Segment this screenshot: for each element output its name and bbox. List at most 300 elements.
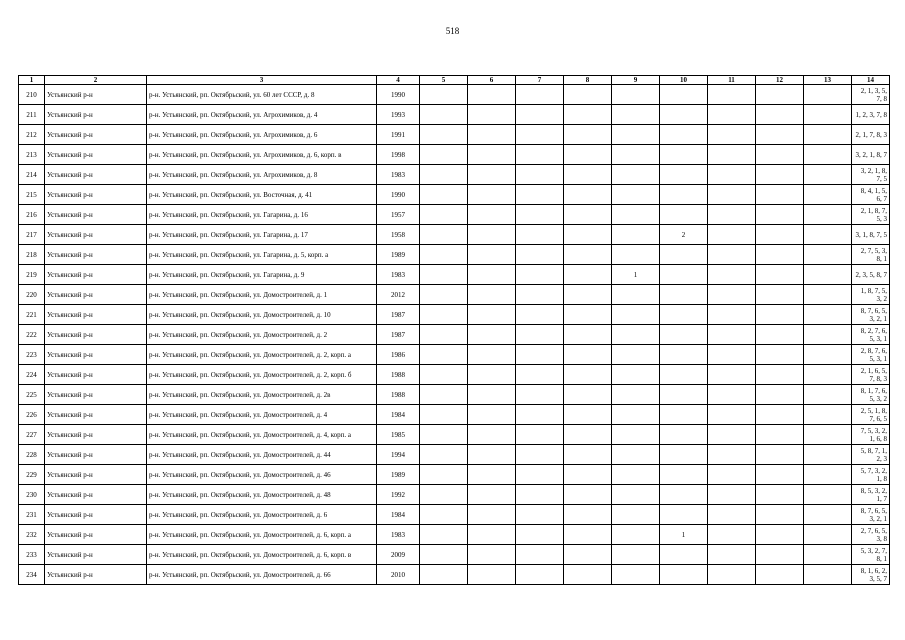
- empty-cell: [564, 165, 612, 185]
- empty-cell: [420, 565, 468, 585]
- row-number-cell: 222: [19, 325, 45, 345]
- empty-cell: [468, 205, 516, 225]
- empty-cell: [564, 565, 612, 585]
- district-cell: Устьянский р-н: [45, 125, 147, 145]
- address-cell: р-н. Устьянский, рп. Октябрьский, ул. Домостроителей, д. 6, корп. а: [147, 525, 377, 545]
- empty-cell: [468, 305, 516, 325]
- col14-cell: 3, 1, 8, 7, 5: [852, 225, 890, 245]
- col10-cell: 2: [660, 225, 708, 245]
- address-cell: р-н. Устьянский, рп. Октябрьский, ул. Домостроителей, д. 48: [147, 485, 377, 505]
- empty-cell: [756, 425, 804, 445]
- empty-cell: [804, 225, 852, 245]
- empty-cell: [516, 205, 564, 225]
- empty-cell: [756, 565, 804, 585]
- column-header: 10: [660, 76, 708, 85]
- column-header: 6: [468, 76, 516, 85]
- district-cell: Устьянский р-н: [45, 525, 147, 545]
- col9-cell: [612, 405, 660, 425]
- empty-cell: [420, 545, 468, 565]
- row-number-cell: 216: [19, 205, 45, 225]
- empty-cell: [564, 325, 612, 345]
- district-cell: Устьянский р-н: [45, 145, 147, 165]
- empty-cell: [420, 185, 468, 205]
- empty-cell: [516, 325, 564, 345]
- empty-cell: [468, 545, 516, 565]
- empty-cell: [468, 485, 516, 505]
- address-cell: р-н. Устьянский, рп. Октябрьский, ул. Агрохимиков, д. 6, корп. в: [147, 145, 377, 165]
- col10-cell: [660, 305, 708, 325]
- empty-cell: [468, 145, 516, 165]
- col10-cell: [660, 385, 708, 405]
- col14-cell: 2, 1, 6, 5, 7, 8, 3: [852, 365, 890, 385]
- year-cell: 2009: [377, 545, 420, 565]
- empty-cell: [564, 125, 612, 145]
- empty-cell: [468, 405, 516, 425]
- empty-cell: [756, 285, 804, 305]
- empty-cell: [468, 565, 516, 585]
- table-row: [19, 205, 890, 225]
- col10-cell: [660, 325, 708, 345]
- empty-cell: [564, 145, 612, 165]
- empty-cell: [708, 185, 756, 205]
- empty-cell: [708, 405, 756, 425]
- table-row: [19, 325, 890, 345]
- col14-cell: 5, 8, 7, 1, 2, 3: [852, 445, 890, 465]
- empty-cell: [804, 505, 852, 525]
- empty-cell: [708, 525, 756, 545]
- empty-cell: [564, 285, 612, 305]
- empty-cell: [708, 145, 756, 165]
- empty-cell: [564, 305, 612, 325]
- empty-cell: [564, 465, 612, 485]
- col9-cell: [612, 305, 660, 325]
- table-row: [19, 125, 890, 145]
- empty-cell: [756, 245, 804, 265]
- header-row: [19, 76, 890, 85]
- empty-cell: [468, 505, 516, 525]
- col9-cell: [612, 225, 660, 245]
- empty-cell: [420, 445, 468, 465]
- empty-cell: [468, 105, 516, 125]
- year-cell: 1986: [377, 345, 420, 365]
- col9-cell: [612, 565, 660, 585]
- empty-cell: [756, 525, 804, 545]
- year-cell: 1998: [377, 145, 420, 165]
- address-cell: р-н. Устьянский, рп. Октябрьский, ул. Домостроителей, д. 2: [147, 325, 377, 345]
- row-number-cell: 225: [19, 385, 45, 405]
- address-cell: р-н. Устьянский, рп. Октябрьский, ул. Домостроителей, д. 2, корп. б: [147, 365, 377, 385]
- empty-cell: [468, 325, 516, 345]
- empty-cell: [804, 465, 852, 485]
- col9-cell: [612, 185, 660, 205]
- table-row: [19, 405, 890, 425]
- empty-cell: [420, 425, 468, 445]
- col9-cell: [612, 205, 660, 225]
- empty-cell: [516, 245, 564, 265]
- empty-cell: [708, 125, 756, 145]
- empty-cell: [420, 505, 468, 525]
- address-cell: р-н. Устьянский, рп. Октябрьский, ул. Гагарина, д. 17: [147, 225, 377, 245]
- empty-cell: [420, 325, 468, 345]
- empty-cell: [516, 145, 564, 165]
- empty-cell: [516, 305, 564, 325]
- empty-cell: [564, 425, 612, 445]
- empty-cell: [564, 85, 612, 105]
- col14-cell: 2, 1, 8, 7, 5, 3: [852, 205, 890, 225]
- district-cell: Устьянский р-н: [45, 325, 147, 345]
- empty-cell: [420, 345, 468, 365]
- district-cell: Устьянский р-н: [45, 205, 147, 225]
- empty-cell: [564, 405, 612, 425]
- address-cell: р-н. Устьянский, рп. Октябрьский, ул. Домостроителей, д. 44: [147, 445, 377, 465]
- empty-cell: [516, 165, 564, 185]
- table-row: [19, 385, 890, 405]
- empty-cell: [756, 185, 804, 205]
- table-row: [19, 365, 890, 385]
- empty-cell: [468, 525, 516, 545]
- year-cell: 1988: [377, 385, 420, 405]
- empty-cell: [708, 345, 756, 365]
- empty-cell: [708, 165, 756, 185]
- col9-cell: 1: [612, 265, 660, 285]
- empty-cell: [804, 105, 852, 125]
- row-number-cell: 232: [19, 525, 45, 545]
- col14-cell: 5, 3, 2, 7, 8, 1: [852, 545, 890, 565]
- row-number-cell: 214: [19, 165, 45, 185]
- district-cell: Устьянский р-н: [45, 385, 147, 405]
- empty-cell: [708, 465, 756, 485]
- col9-cell: [612, 505, 660, 525]
- col14-cell: 2, 5, 1, 8, 7, 6, 5: [852, 405, 890, 425]
- empty-cell: [756, 85, 804, 105]
- col14-cell: 3, 2, 1, 8, 7, 5: [852, 165, 890, 185]
- empty-cell: [468, 165, 516, 185]
- year-cell: 1989: [377, 245, 420, 265]
- address-cell: р-н. Устьянский, рп. Октябрьский, ул. Домостроителей, д. 46: [147, 465, 377, 485]
- empty-cell: [564, 185, 612, 205]
- year-cell: 1987: [377, 305, 420, 325]
- address-cell: р-н. Устьянский, рп. Октябрьский, ул. Агрохимиков, д. 6: [147, 125, 377, 145]
- district-cell: Устьянский р-н: [45, 465, 147, 485]
- year-cell: 1984: [377, 505, 420, 525]
- row-number-cell: 221: [19, 305, 45, 325]
- col14-cell: 1, 8, 7, 5, 3, 2: [852, 285, 890, 305]
- row-number-cell: 229: [19, 465, 45, 485]
- column-header: 13: [804, 76, 852, 85]
- col14-cell: 1, 2, 3, 7, 8: [852, 105, 890, 125]
- year-cell: 1985: [377, 425, 420, 445]
- district-cell: Устьянский р-н: [45, 565, 147, 585]
- empty-cell: [420, 365, 468, 385]
- district-cell: Устьянский р-н: [45, 105, 147, 125]
- row-number-cell: 220: [19, 285, 45, 305]
- empty-cell: [804, 565, 852, 585]
- empty-cell: [468, 465, 516, 485]
- col10-cell: [660, 405, 708, 425]
- year-cell: 1984: [377, 405, 420, 425]
- address-cell: р-н. Устьянский, рп. Октябрьский, ул. Восточная, д. 41: [147, 185, 377, 205]
- col14-cell: 8, 7, 6, 5, 3, 2, 1: [852, 305, 890, 325]
- empty-cell: [756, 305, 804, 325]
- empty-cell: [756, 365, 804, 385]
- empty-cell: [516, 385, 564, 405]
- empty-cell: [756, 145, 804, 165]
- empty-cell: [804, 245, 852, 265]
- col9-cell: [612, 365, 660, 385]
- address-cell: р-н. Устьянский, рп. Октябрьский, ул. Агрохимиков, д. 8: [147, 165, 377, 185]
- empty-cell: [420, 465, 468, 485]
- row-number-cell: 234: [19, 565, 45, 585]
- col9-cell: [612, 125, 660, 145]
- column-header: 1: [19, 76, 45, 85]
- empty-cell: [756, 445, 804, 465]
- empty-cell: [756, 105, 804, 125]
- empty-cell: [804, 385, 852, 405]
- empty-cell: [708, 545, 756, 565]
- district-cell: Устьянский р-н: [45, 225, 147, 245]
- col9-cell: [612, 105, 660, 125]
- empty-cell: [516, 465, 564, 485]
- empty-cell: [804, 545, 852, 565]
- row-number-cell: 230: [19, 485, 45, 505]
- district-cell: Устьянский р-н: [45, 485, 147, 505]
- empty-cell: [420, 245, 468, 265]
- row-number-cell: 210: [19, 85, 45, 105]
- empty-cell: [708, 205, 756, 225]
- district-cell: Устьянский р-н: [45, 305, 147, 325]
- empty-cell: [516, 225, 564, 245]
- empty-cell: [468, 345, 516, 365]
- table-row: [19, 265, 890, 285]
- empty-cell: [420, 165, 468, 185]
- col10-cell: [660, 85, 708, 105]
- empty-cell: [756, 545, 804, 565]
- empty-cell: [804, 365, 852, 385]
- row-number-cell: 219: [19, 265, 45, 285]
- table-row: [19, 145, 890, 165]
- empty-cell: [708, 105, 756, 125]
- empty-cell: [564, 245, 612, 265]
- address-cell: р-н. Устьянский, рп. Октябрьский, ул. 60 лет СССР, д. 8: [147, 85, 377, 105]
- empty-cell: [756, 465, 804, 485]
- year-cell: 1983: [377, 165, 420, 185]
- empty-cell: [756, 385, 804, 405]
- empty-cell: [468, 365, 516, 385]
- empty-cell: [420, 405, 468, 425]
- empty-cell: [516, 405, 564, 425]
- empty-cell: [708, 565, 756, 585]
- district-cell: Устьянский р-н: [45, 245, 147, 265]
- empty-cell: [804, 285, 852, 305]
- district-cell: Устьянский р-н: [45, 425, 147, 445]
- empty-cell: [564, 505, 612, 525]
- empty-cell: [804, 325, 852, 345]
- year-cell: 1983: [377, 265, 420, 285]
- empty-cell: [420, 205, 468, 225]
- col14-cell: 8, 4, 1, 5, 6, 7: [852, 185, 890, 205]
- address-cell: р-н. Устьянский, рп. Октябрьский, ул. Гагарина, д. 5, корп. а: [147, 245, 377, 265]
- empty-cell: [804, 345, 852, 365]
- empty-cell: [708, 365, 756, 385]
- address-cell: р-н. Устьянский, рп. Октябрьский, ул. Домостроителей, д. 2, корп. а: [147, 345, 377, 365]
- empty-cell: [804, 85, 852, 105]
- column-header: 7: [516, 76, 564, 85]
- col14-cell: 2, 3, 5, 8, 7: [852, 265, 890, 285]
- district-cell: Устьянский р-н: [45, 545, 147, 565]
- empty-cell: [708, 85, 756, 105]
- row-number-cell: 212: [19, 125, 45, 145]
- empty-cell: [516, 265, 564, 285]
- address-cell: р-н. Устьянский, рп. Октябрьский, ул. Домостроителей, д. 4, корп. а: [147, 425, 377, 445]
- empty-cell: [468, 125, 516, 145]
- address-cell: р-н. Устьянский, рп. Октябрьский, ул. Гагарина, д. 9: [147, 265, 377, 285]
- district-cell: Устьянский р-н: [45, 445, 147, 465]
- empty-cell: [804, 165, 852, 185]
- empty-cell: [516, 565, 564, 585]
- empty-cell: [708, 305, 756, 325]
- col9-cell: [612, 285, 660, 305]
- empty-cell: [420, 225, 468, 245]
- empty-cell: [756, 205, 804, 225]
- col10-cell: [660, 245, 708, 265]
- year-cell: 1991: [377, 125, 420, 145]
- district-cell: Устьянский р-н: [45, 265, 147, 285]
- empty-cell: [804, 485, 852, 505]
- column-header: 2: [45, 76, 147, 85]
- year-cell: 1990: [377, 85, 420, 105]
- year-cell: 2010: [377, 565, 420, 585]
- empty-cell: [468, 245, 516, 265]
- page-number: 518: [445, 26, 460, 36]
- table-row: [19, 185, 890, 205]
- empty-cell: [708, 285, 756, 305]
- row-number-cell: 218: [19, 245, 45, 265]
- year-cell: 1994: [377, 445, 420, 465]
- col14-cell: 8, 1, 6, 2, 3, 5, 7: [852, 565, 890, 585]
- year-cell: 1990: [377, 185, 420, 205]
- empty-cell: [756, 325, 804, 345]
- col10-cell: [660, 145, 708, 165]
- empty-cell: [708, 225, 756, 245]
- empty-cell: [804, 185, 852, 205]
- address-cell: р-н. Устьянский, рп. Октябрьский, ул. Домостроителей, д. 6: [147, 505, 377, 525]
- year-cell: 2012: [377, 285, 420, 305]
- address-cell: р-н. Устьянский, рп. Октябрьский, ул. Домостроителей, д. 10: [147, 305, 377, 325]
- col9-cell: [612, 485, 660, 505]
- empty-cell: [804, 145, 852, 165]
- col14-cell: 8, 7, 6, 5, 3, 2, 1: [852, 505, 890, 525]
- col10-cell: 1: [660, 525, 708, 545]
- empty-cell: [708, 445, 756, 465]
- row-number-cell: 233: [19, 545, 45, 565]
- col10-cell: [660, 465, 708, 485]
- row-number-cell: 226: [19, 405, 45, 425]
- empty-cell: [468, 445, 516, 465]
- col14-cell: 8, 1, 7, 6, 5, 3, 2: [852, 385, 890, 405]
- empty-cell: [516, 105, 564, 125]
- col10-cell: [660, 425, 708, 445]
- empty-cell: [516, 345, 564, 365]
- empty-cell: [564, 445, 612, 465]
- empty-cell: [804, 445, 852, 465]
- col10-cell: [660, 505, 708, 525]
- empty-cell: [468, 225, 516, 245]
- col10-cell: [660, 285, 708, 305]
- empty-cell: [708, 245, 756, 265]
- district-cell: Устьянский р-н: [45, 405, 147, 425]
- col10-cell: [660, 165, 708, 185]
- empty-cell: [756, 485, 804, 505]
- row-number-cell: 228: [19, 445, 45, 465]
- year-cell: 1992: [377, 485, 420, 505]
- col9-cell: [612, 165, 660, 185]
- col14-cell: 2, 1, 7, 8, 3: [852, 125, 890, 145]
- empty-cell: [516, 125, 564, 145]
- district-cell: Устьянский р-н: [45, 85, 147, 105]
- column-header: 14: [852, 76, 890, 85]
- empty-cell: [564, 265, 612, 285]
- empty-cell: [756, 265, 804, 285]
- table-row: [19, 505, 890, 525]
- empty-cell: [564, 545, 612, 565]
- empty-cell: [564, 385, 612, 405]
- address-cell: р-н. Устьянский, рп. Октябрьский, ул. Домостроителей, д. 66: [147, 565, 377, 585]
- empty-cell: [564, 225, 612, 245]
- address-cell: р-н. Устьянский, рп. Октябрьский, ул. Домостроителей, д. 1: [147, 285, 377, 305]
- table-row: [19, 525, 890, 545]
- col14-cell: 5, 7, 3, 2, 1, 8: [852, 465, 890, 485]
- empty-cell: [420, 85, 468, 105]
- empty-cell: [516, 85, 564, 105]
- empty-cell: [468, 85, 516, 105]
- col9-cell: [612, 465, 660, 485]
- col9-cell: [612, 325, 660, 345]
- col10-cell: [660, 545, 708, 565]
- table-row: [19, 545, 890, 565]
- year-cell: 1983: [377, 525, 420, 545]
- row-number-cell: 213: [19, 145, 45, 165]
- col14-cell: 8, 2, 7, 6, 5, 3, 1: [852, 325, 890, 345]
- col10-cell: [660, 565, 708, 585]
- column-header: 12: [756, 76, 804, 85]
- year-cell: 1958: [377, 225, 420, 245]
- table-row: [19, 165, 890, 185]
- year-cell: 1988: [377, 365, 420, 385]
- col10-cell: [660, 445, 708, 465]
- empty-cell: [564, 345, 612, 365]
- empty-cell: [420, 125, 468, 145]
- empty-cell: [804, 265, 852, 285]
- col10-cell: [660, 365, 708, 385]
- table-row: [19, 285, 890, 305]
- col10-cell: [660, 345, 708, 365]
- empty-cell: [468, 185, 516, 205]
- row-number-cell: 231: [19, 505, 45, 525]
- row-number-cell: 223: [19, 345, 45, 365]
- empty-cell: [420, 525, 468, 545]
- empty-cell: [516, 485, 564, 505]
- empty-cell: [708, 265, 756, 285]
- empty-cell: [420, 305, 468, 325]
- table-row: [19, 305, 890, 325]
- district-cell: Устьянский р-н: [45, 505, 147, 525]
- col10-cell: [660, 265, 708, 285]
- address-cell: р-н. Устьянский, рп. Октябрьский, ул. Домостроителей, д. 4: [147, 405, 377, 425]
- col9-cell: [612, 85, 660, 105]
- empty-cell: [564, 105, 612, 125]
- col9-cell: [612, 345, 660, 365]
- row-number-cell: 215: [19, 185, 45, 205]
